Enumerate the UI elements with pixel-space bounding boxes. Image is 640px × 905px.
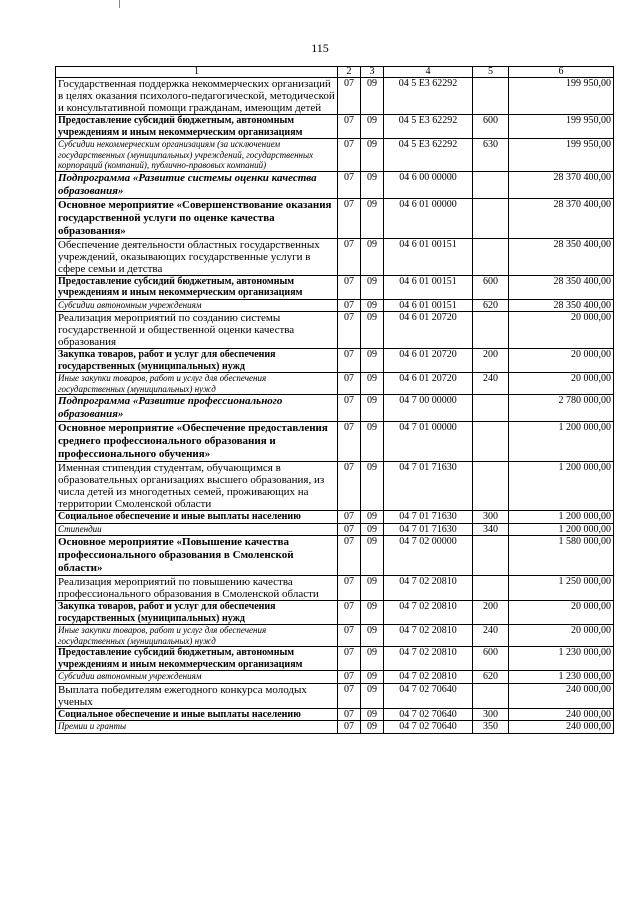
table-row (56, 601, 614, 625)
row-expense-type (473, 238, 509, 275)
row-target-code: 04 7 01 71630 (384, 523, 473, 536)
row-amount: 240 000,00 (509, 708, 614, 721)
row-subsection: 09 (361, 139, 384, 172)
row-amount: 1 230 000,00 (509, 671, 614, 684)
table-row (56, 708, 614, 721)
row-section: 07 (338, 708, 361, 721)
table-row (56, 78, 614, 115)
row-target-code: 04 6 01 00151 (384, 275, 473, 299)
row-subsection: 09 (361, 536, 384, 576)
table-row (56, 275, 614, 299)
row-expense-type: 340 (473, 523, 509, 536)
row-name: Обеспечение деятельности областных государственных учреждений, оказывающих государственные услуги в сфере семьи и детства (56, 238, 338, 275)
row-section: 07 (338, 238, 361, 275)
header-col-6: 6 (509, 67, 614, 78)
row-subsection: 09 (361, 671, 384, 684)
row-amount: 20 000,00 (509, 349, 614, 373)
row-subsection: 09 (361, 462, 384, 511)
row-name: Подпрограмма «Развитие системы оценки качества образования» (56, 171, 338, 198)
row-name: Социальное обеспечение и иные выплаты населению (56, 708, 338, 721)
row-amount: 199 950,00 (509, 115, 614, 139)
row-section: 07 (338, 422, 361, 462)
row-target-code: 04 7 02 20810 (384, 647, 473, 671)
row-amount: 28 350 400,00 (509, 299, 614, 312)
row-amount: 1 580 000,00 (509, 536, 614, 576)
row-amount: 1 200 000,00 (509, 523, 614, 536)
header-col-1: 1 (56, 67, 338, 78)
table-row (56, 625, 614, 647)
row-target-code: 04 5 Е3 62292 (384, 78, 473, 115)
row-amount: 199 950,00 (509, 139, 614, 172)
row-subsection: 09 (361, 349, 384, 373)
row-name: Премии и гранты (56, 721, 338, 734)
table-row (56, 373, 614, 395)
row-expense-type: 620 (473, 299, 509, 312)
row-subsection: 09 (361, 576, 384, 601)
row-target-code: 04 7 02 70640 (384, 708, 473, 721)
row-target-code: 04 6 01 00000 (384, 198, 473, 238)
row-section: 07 (338, 275, 361, 299)
row-amount: 28 350 400,00 (509, 238, 614, 275)
row-target-code: 04 7 02 20810 (384, 625, 473, 647)
row-expense-type: 600 (473, 647, 509, 671)
row-target-code: 04 7 02 20810 (384, 671, 473, 684)
row-amount: 20 000,00 (509, 601, 614, 625)
row-name: Предоставление субсидий бюджетным, автономным учреждениям и иным некоммерческим организациям (56, 647, 338, 671)
row-target-code: 04 7 01 71630 (384, 511, 473, 524)
table-row (56, 462, 614, 511)
row-section: 07 (338, 683, 361, 708)
table-row (56, 198, 614, 238)
table-row (56, 115, 614, 139)
table-row (56, 349, 614, 373)
table-row (56, 671, 614, 684)
row-amount: 240 000,00 (509, 683, 614, 708)
row-amount: 199 950,00 (509, 78, 614, 115)
table-row (56, 422, 614, 462)
row-amount: 20 000,00 (509, 373, 614, 395)
row-expense-type: 300 (473, 708, 509, 721)
row-amount: 240 000,00 (509, 721, 614, 734)
row-section: 07 (338, 625, 361, 647)
row-expense-type (473, 198, 509, 238)
table-row (56, 299, 614, 312)
row-section: 07 (338, 312, 361, 349)
header-col-2: 2 (338, 67, 361, 78)
row-target-code: 04 6 01 20720 (384, 373, 473, 395)
row-amount: 28 350 400,00 (509, 275, 614, 299)
row-section: 07 (338, 601, 361, 625)
row-expense-type: 240 (473, 625, 509, 647)
row-section: 07 (338, 395, 361, 422)
row-expense-type (473, 683, 509, 708)
row-subsection: 09 (361, 422, 384, 462)
row-name: Основное мероприятие «Повышение качества профессионального образования в Смоленской области» (56, 536, 338, 576)
row-target-code: 04 6 01 00151 (384, 238, 473, 275)
row-name: Предоставление субсидий бюджетным, автономным учреждениям и иным некоммерческим организациям (56, 115, 338, 139)
table-row (56, 395, 614, 422)
row-target-code: 04 7 02 70640 (384, 683, 473, 708)
row-expense-type: 600 (473, 115, 509, 139)
row-subsection: 09 (361, 373, 384, 395)
row-subsection: 09 (361, 721, 384, 734)
row-section: 07 (338, 373, 361, 395)
scan-mark (119, 0, 120, 8)
row-subsection: 09 (361, 395, 384, 422)
row-target-code: 04 7 02 70640 (384, 721, 473, 734)
table-row (56, 683, 614, 708)
row-section: 07 (338, 576, 361, 601)
row-subsection: 09 (361, 238, 384, 275)
row-subsection: 09 (361, 299, 384, 312)
row-amount: 20 000,00 (509, 625, 614, 647)
row-expense-type: 630 (473, 139, 509, 172)
table-row (56, 721, 614, 734)
row-section: 07 (338, 171, 361, 198)
row-name: Основное мероприятие «Совершенствование оказания государственной услуги по оценке качества образования» (56, 198, 338, 238)
row-expense-type: 300 (473, 511, 509, 524)
row-name: Иные закупки товаров, работ и услуг для обеспечения государственных (муниципальных) нужд (56, 373, 338, 395)
row-subsection: 09 (361, 312, 384, 349)
row-section: 07 (338, 139, 361, 172)
table-row (56, 139, 614, 172)
row-section: 07 (338, 198, 361, 238)
table-row (56, 238, 614, 275)
row-expense-type (473, 422, 509, 462)
table-row (56, 536, 614, 576)
row-name: Реализация мероприятий по повышению качества профессионального образования в Смоленской области (56, 576, 338, 601)
row-subsection: 09 (361, 78, 384, 115)
budget-table (55, 66, 614, 734)
header-row (56, 67, 614, 78)
row-target-code: 04 6 00 00000 (384, 171, 473, 198)
row-amount: 1 200 000,00 (509, 422, 614, 462)
row-amount: 1 250 000,00 (509, 576, 614, 601)
row-target-code: 04 7 02 20810 (384, 601, 473, 625)
row-section: 07 (338, 647, 361, 671)
row-amount: 1 200 000,00 (509, 462, 614, 511)
row-section: 07 (338, 78, 361, 115)
row-expense-type (473, 536, 509, 576)
row-section: 07 (338, 115, 361, 139)
row-section: 07 (338, 511, 361, 524)
row-subsection: 09 (361, 523, 384, 536)
row-name: Субсидии автономным учреждениям (56, 671, 338, 684)
row-target-code: 04 5 Е3 62292 (384, 115, 473, 139)
row-name: Выплата победителям ежегодного конкурса молодых ученых (56, 683, 338, 708)
row-target-code: 04 6 01 20720 (384, 312, 473, 349)
row-section: 07 (338, 462, 361, 511)
row-name: Стипендии (56, 523, 338, 536)
row-section: 07 (338, 523, 361, 536)
row-expense-type (473, 576, 509, 601)
row-subsection: 09 (361, 708, 384, 721)
row-subsection: 09 (361, 683, 384, 708)
row-section: 07 (338, 721, 361, 734)
row-target-code: 04 5 Е3 62292 (384, 139, 473, 172)
row-amount: 28 370 400,00 (509, 171, 614, 198)
header-col-4: 4 (384, 67, 473, 78)
row-name: Закупка товаров, работ и услуг для обеспечения государственных (муниципальных) нужд (56, 601, 338, 625)
row-expense-type: 600 (473, 275, 509, 299)
row-subsection: 09 (361, 625, 384, 647)
row-subsection: 09 (361, 171, 384, 198)
header-col-5: 5 (473, 67, 509, 78)
row-target-code: 04 7 01 00000 (384, 422, 473, 462)
row-subsection: 09 (361, 275, 384, 299)
table-body (56, 78, 614, 734)
row-subsection: 09 (361, 198, 384, 238)
row-amount: 20 000,00 (509, 312, 614, 349)
row-subsection: 09 (361, 601, 384, 625)
row-expense-type (473, 312, 509, 349)
row-target-code: 04 7 02 00000 (384, 536, 473, 576)
row-name: Именная стипендия студентам, обучающимся в образовательных организациях высшего образования, из числа детей из многодетных семей, проживающих на территории Смоленской области (56, 462, 338, 511)
row-expense-type: 620 (473, 671, 509, 684)
header-col-3: 3 (361, 67, 384, 78)
table-row (56, 647, 614, 671)
row-name: Предоставление субсидий бюджетным, автономным учреждениям и иным некоммерческим организациям (56, 275, 338, 299)
row-name: Закупка товаров, работ и услуг для обеспечения государственных (муниципальных) нужд (56, 349, 338, 373)
row-subsection: 09 (361, 511, 384, 524)
row-expense-type: 240 (473, 373, 509, 395)
row-section: 07 (338, 299, 361, 312)
row-expense-type (473, 171, 509, 198)
page-number: 115 (311, 41, 329, 55)
row-amount: 28 370 400,00 (509, 198, 614, 238)
row-target-code: 04 6 01 00151 (384, 299, 473, 312)
row-expense-type: 200 (473, 349, 509, 373)
row-target-code: 04 7 01 71630 (384, 462, 473, 511)
row-name: Основное мероприятие «Обеспечение предоставления среднего профессионального образования и профессионального обучения» (56, 422, 338, 462)
table-row (56, 171, 614, 198)
table-row (56, 511, 614, 524)
row-name: Субсидии автономным учреждениям (56, 299, 338, 312)
row-subsection: 09 (361, 647, 384, 671)
row-amount: 2 780 000,00 (509, 395, 614, 422)
table-row (56, 312, 614, 349)
row-section: 07 (338, 536, 361, 576)
row-name: Социальное обеспечение и иные выплаты населению (56, 511, 338, 524)
row-subsection: 09 (361, 115, 384, 139)
row-section: 07 (338, 671, 361, 684)
table-row (56, 523, 614, 536)
row-expense-type (473, 462, 509, 511)
table-row (56, 576, 614, 601)
row-expense-type (473, 78, 509, 115)
row-target-code: 04 7 00 00000 (384, 395, 473, 422)
row-name: Иные закупки товаров, работ и услуг для обеспечения государственных (муниципальных) нужд (56, 625, 338, 647)
row-name: Реализация мероприятий по созданию системы государственной и общественной оценки качества образования (56, 312, 338, 349)
row-expense-type: 200 (473, 601, 509, 625)
row-target-code: 04 7 02 20810 (384, 576, 473, 601)
row-target-code: 04 6 01 20720 (384, 349, 473, 373)
row-name: Подпрограмма «Развитие профессионального образования» (56, 395, 338, 422)
row-expense-type: 350 (473, 721, 509, 734)
row-amount: 1 200 000,00 (509, 511, 614, 524)
row-name: Субсидии некоммерческим организациям (за исключением государственных (муниципальных) учреждений, государственных корпораций (компаний), публично-правовых компаний) (56, 139, 338, 172)
row-amount: 1 230 000,00 (509, 647, 614, 671)
row-expense-type (473, 395, 509, 422)
row-section: 07 (338, 349, 361, 373)
row-name: Государственная поддержка некоммерческих организаций в целях оказания психолого-педагогической, методической и консультативной помощи гражданам, имеющим детей (56, 78, 338, 115)
